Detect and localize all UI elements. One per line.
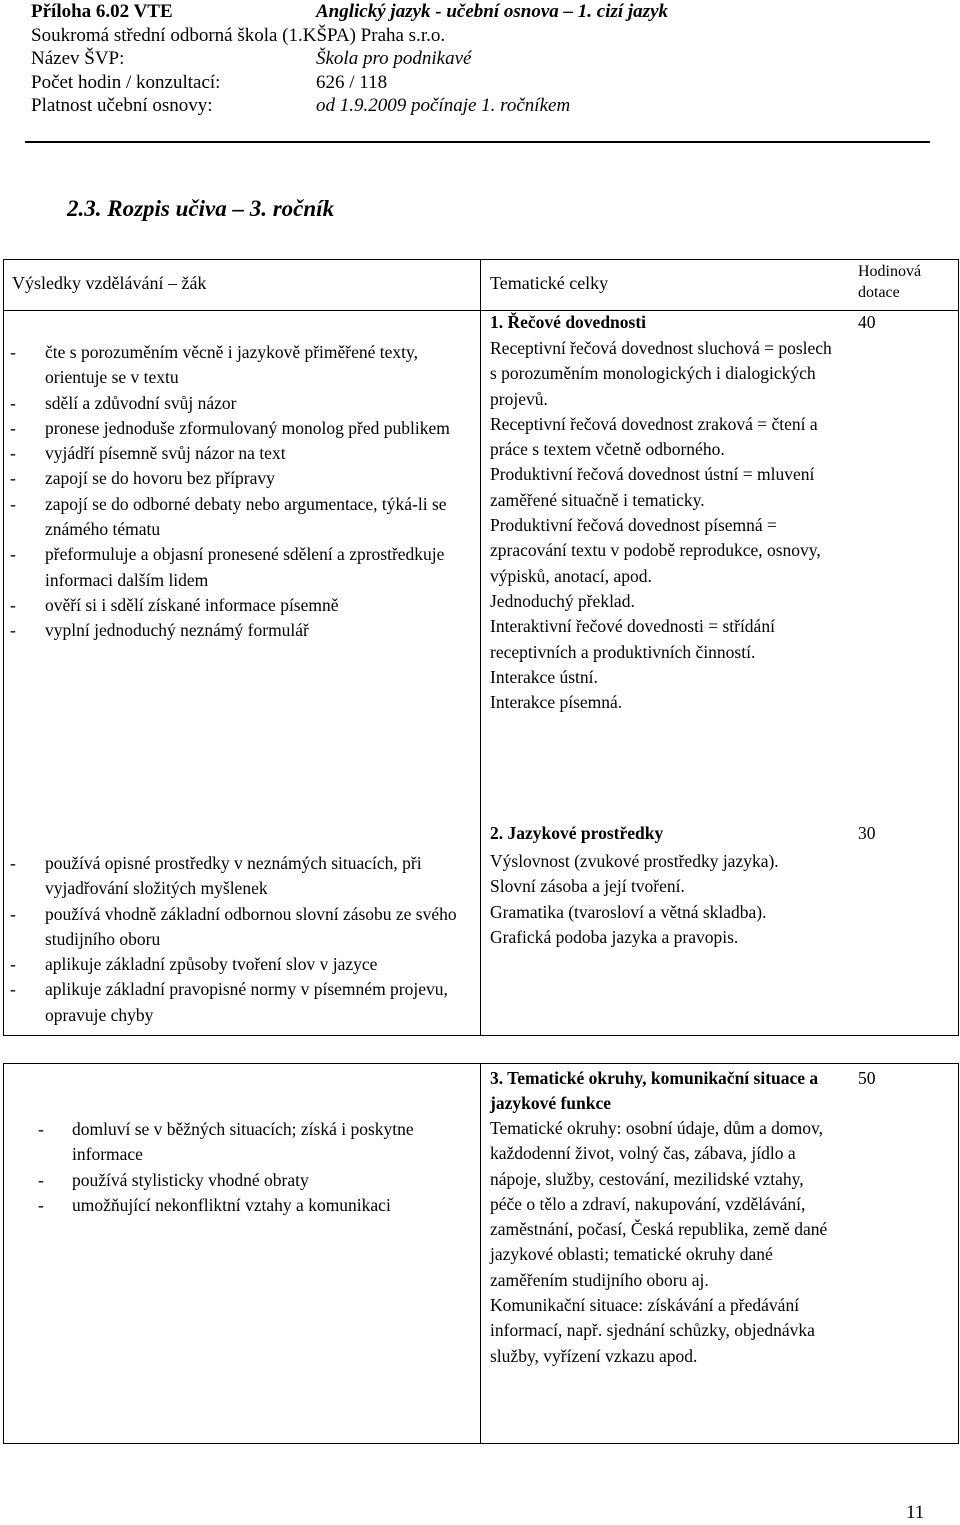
header-topics: Tematické celky <box>490 273 609 293</box>
appendix-label: Příloha 6.02 VTE <box>31 1 173 22</box>
list-item: - ověří si i sdělí získané informace písemně <box>8 593 476 618</box>
block2-hours: 30 <box>858 823 876 843</box>
header-hours-line2: dotace <box>858 284 900 301</box>
block3-hours: 50 <box>858 1068 876 1088</box>
block3-heading: 3. Tematické okruhy, komunikační situace a jazykové funkce <box>490 1068 819 1114</box>
validity-value: od 1.9.2009 počínaje 1. ročníkem <box>316 95 571 116</box>
content-paragraph: Interakce ústní. <box>490 666 598 687</box>
hours-label: Počet hodin / konzultací: <box>31 71 221 93</box>
header-row-3 <box>31 47 931 71</box>
block2-content <box>490 849 810 950</box>
list-item: - přeformuluje a objasní pronesené sdělení a zprostředkuje informaci dalším lidem <box>8 542 476 593</box>
list-item: - pronese jednoduše zformulovaný monolog před publikem <box>8 416 476 441</box>
document-header <box>31 0 931 118</box>
list-item: - zapojí se do odborné debaty nebo argumentace, týká-li se známého tématu <box>8 492 476 543</box>
content-paragraph: Interaktivní řečové dovednosti = střídání receptivních a produktivních činností. <box>490 616 775 662</box>
block3-top-border <box>3 1063 959 1064</box>
left-border-lower <box>3 1063 4 1444</box>
content-paragraph: Produktivní řečová dovednost písemná = zpracování textu v podobě reprodukce, osnovy, výpisků, anotací, apod. <box>490 515 821 586</box>
validity-label: Platnost učební osnovy: <box>31 95 213 116</box>
list-item: - používá stylisticky vhodné obraty <box>28 1168 448 1193</box>
content-paragraph: Jednoduchý překlad. <box>490 590 635 611</box>
header-row-2 <box>31 24 931 48</box>
list-item: - aplikuje základní způsoby tvoření slov v jazyce <box>8 952 476 977</box>
content-paragraph: Gramatika (tvarosloví a větná skladba). <box>490 901 767 922</box>
block1-outcomes-list <box>8 340 476 644</box>
content-paragraph: Receptivní řečová dovednost sluchová = poslech s porozuměním monologických i dialogických projevů. <box>490 338 832 409</box>
header-bottom-border <box>3 310 959 311</box>
header-hours-line1: Hodinová <box>858 263 922 280</box>
svp-value: Škola pro podnikavé <box>316 48 472 69</box>
col-divider-upper <box>480 259 481 1035</box>
content-paragraph: Tematické okruhy: osobní údaje, dům a domov, každodenní život, volný čas, zábava, jídlo a nápoje, služby, cestování, mezilidské vztahy, péče o tělo a zdraví, nakupování, vzdělávání, zaměstnání, počasí, Česká republika, země dané jazykové oblasti; tematické okruhy dané zaměřením studijního oboru aj. <box>490 1118 828 1290</box>
subject-title: Anglický jazyk - učební osnova – 1. cizí jazyk <box>316 1 669 22</box>
left-border-upper <box>3 259 4 1035</box>
header-rule <box>25 141 930 143</box>
block1-content <box>490 336 840 715</box>
block3-outcomes-list <box>28 1117 448 1218</box>
list-item: - používá opisné prostředky v neznámých situacích, při vyjadřování složitých myšlenek <box>8 851 476 902</box>
list-item: - zapojí se do hovoru bez přípravy <box>8 466 476 491</box>
list-item: - čte s porozuměním věcně i jazykově přiměřené texty, orientuje se v textu <box>8 340 476 391</box>
list-item: - vyjádří písemně svůj názor na text <box>8 441 476 466</box>
header-row-4 <box>31 71 931 95</box>
content-paragraph: Grafická podoba jazyka a pravopis. <box>490 926 739 947</box>
list-item: - umožňující nekonfliktní vztahy a komunikaci <box>28 1193 448 1218</box>
list-item: - sdělí a zdůvodní svůj názor <box>8 391 476 416</box>
block2-bottom-border <box>3 1035 959 1036</box>
header-outcomes: Výsledky vzdělávání – žák <box>12 273 207 293</box>
content-paragraph: Slovní zásoba a její tvoření. <box>490 876 685 897</box>
content-paragraph: Komunikační situace: získávání a předávání informací, např. sjednání schůzky, objednávka služby, vyřízení vzkazu apod. <box>490 1295 815 1366</box>
list-item: - domluví se v běžných situacích; získá i poskytne informace <box>28 1117 448 1168</box>
block2-outcomes-list <box>8 851 476 1028</box>
block2-heading: 2. Jazykové prostředky <box>490 823 664 843</box>
content-paragraph: Výslovnost (zvukové prostředky jazyka). <box>490 851 779 871</box>
right-border-lower <box>958 1063 959 1444</box>
list-item: - používá vhodně základní odbornou slovní zásobu ze svého studijního oboru <box>8 902 476 953</box>
content-paragraph: Receptivní řečová dovednost zraková = čtení a práce s textem včetně odborného. <box>490 413 818 460</box>
svp-label: Název ŠVP: <box>31 48 125 69</box>
block1-hours: 40 <box>858 312 876 332</box>
school-name: Soukromá střední odborná škola (1.KŠPA) Praha s.r.o. <box>31 24 446 46</box>
page-number: 11 <box>906 1502 925 1523</box>
header-row-1 <box>31 0 931 24</box>
content-paragraph: Produktivní řečová dovednost ústní = mluvení zaměřené situačně i tematicky. <box>490 464 815 510</box>
list-item: - aplikuje základní pravopisné normy v písemném projevu, opravuje chyby <box>8 977 476 1028</box>
header-row-5 <box>31 94 931 118</box>
right-border-upper <box>958 259 959 1035</box>
list-item: - vyplní jednoduchý neznámý formulář <box>8 618 476 643</box>
block3-content <box>490 1116 835 1369</box>
header-hours <box>858 261 921 303</box>
section-title: 2.3. Rozpis učiva – 3. ročník <box>67 196 335 221</box>
col-divider-lower <box>480 1063 481 1444</box>
table-bottom-border <box>3 1443 959 1444</box>
hours-value: 626 / 118 <box>316 71 388 93</box>
table-top-border <box>3 259 959 260</box>
content-paragraph: Interakce písemná. <box>490 692 623 713</box>
block1-heading: 1. Řečové dovednosti <box>490 312 647 332</box>
